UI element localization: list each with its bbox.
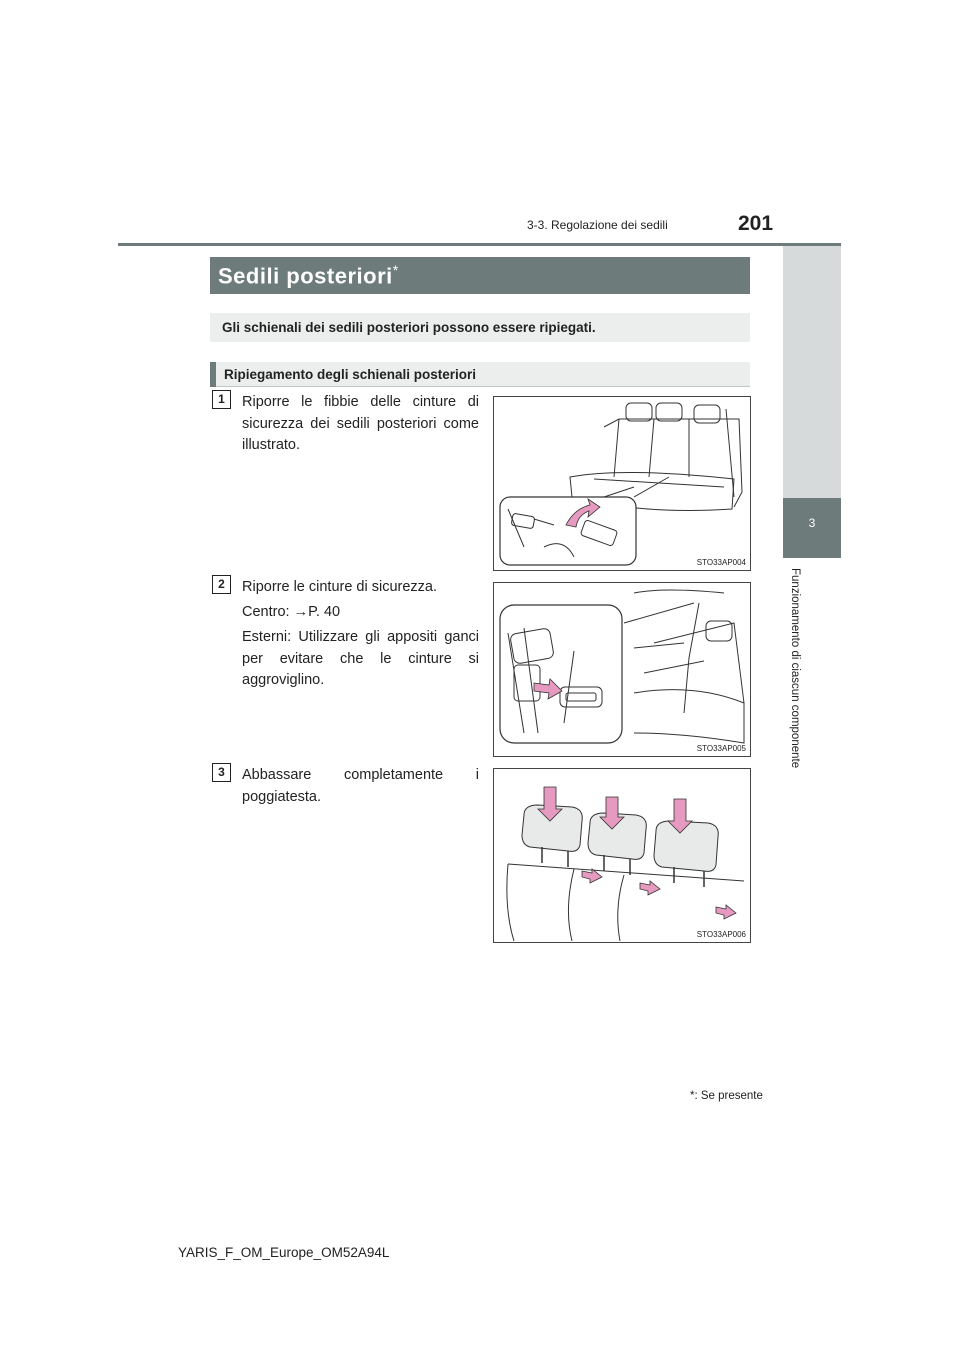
step-number-2: 2 — [212, 575, 231, 594]
figure-headrests — [493, 768, 751, 943]
figure-seatbelt-hooks — [493, 582, 751, 757]
step-number-1: 1 — [212, 390, 231, 409]
header-section: 3-3. Regolazione dei sedili — [527, 218, 668, 232]
illustration-seatbelt-hook — [494, 583, 750, 756]
footnote: *: Se presente — [690, 1090, 763, 1102]
figure-seatbelt-buckles — [493, 396, 751, 571]
step-2-text: Riporre le cinture di sicurezza. — [242, 579, 438, 595]
step-2-center: Centro: →P. 40 — [242, 604, 341, 620]
illustration-rear-seat-buckles — [494, 397, 750, 570]
intro-text: Gli schienali dei sedili posteriori possono essere ripiegati. — [222, 320, 596, 335]
step-3-text: Abbassare completamente i poggiatesta. — [242, 767, 479, 805]
step-2-outer: Esterni: Utilizzare gli appositi ganci per evitare che le cinture si aggroviglino. — [242, 629, 479, 688]
chapter-number: 3 — [808, 516, 816, 530]
subheading-accent — [210, 362, 216, 387]
subheading: Ripiegamento degli schienali posteriori — [224, 367, 477, 382]
header-rule — [118, 243, 841, 246]
chapter-title: Funzionamento di ciascun componente — [789, 568, 801, 769]
side-tab-band — [783, 246, 841, 498]
figure-code-3: STO33AP006 — [696, 930, 746, 939]
illustration-headrests-lowered — [494, 769, 750, 942]
figure-code-1: STO33AP004 — [696, 558, 746, 567]
page-title — [218, 262, 399, 289]
figure-code-2: STO33AP005 — [696, 744, 746, 753]
page-number: 201 — [738, 212, 774, 235]
option-marker: * — [392, 262, 399, 278]
step-1-text: Riporre le fibbie delle cinture di sicurezza dei sedili posteriori come illustrato. — [242, 394, 479, 453]
page-title-text: Sedili posteriori — [218, 263, 393, 289]
step-number-3: 3 — [212, 763, 231, 782]
footer-code: YARIS_F_OM_Europe_OM52A94L — [178, 1245, 390, 1260]
